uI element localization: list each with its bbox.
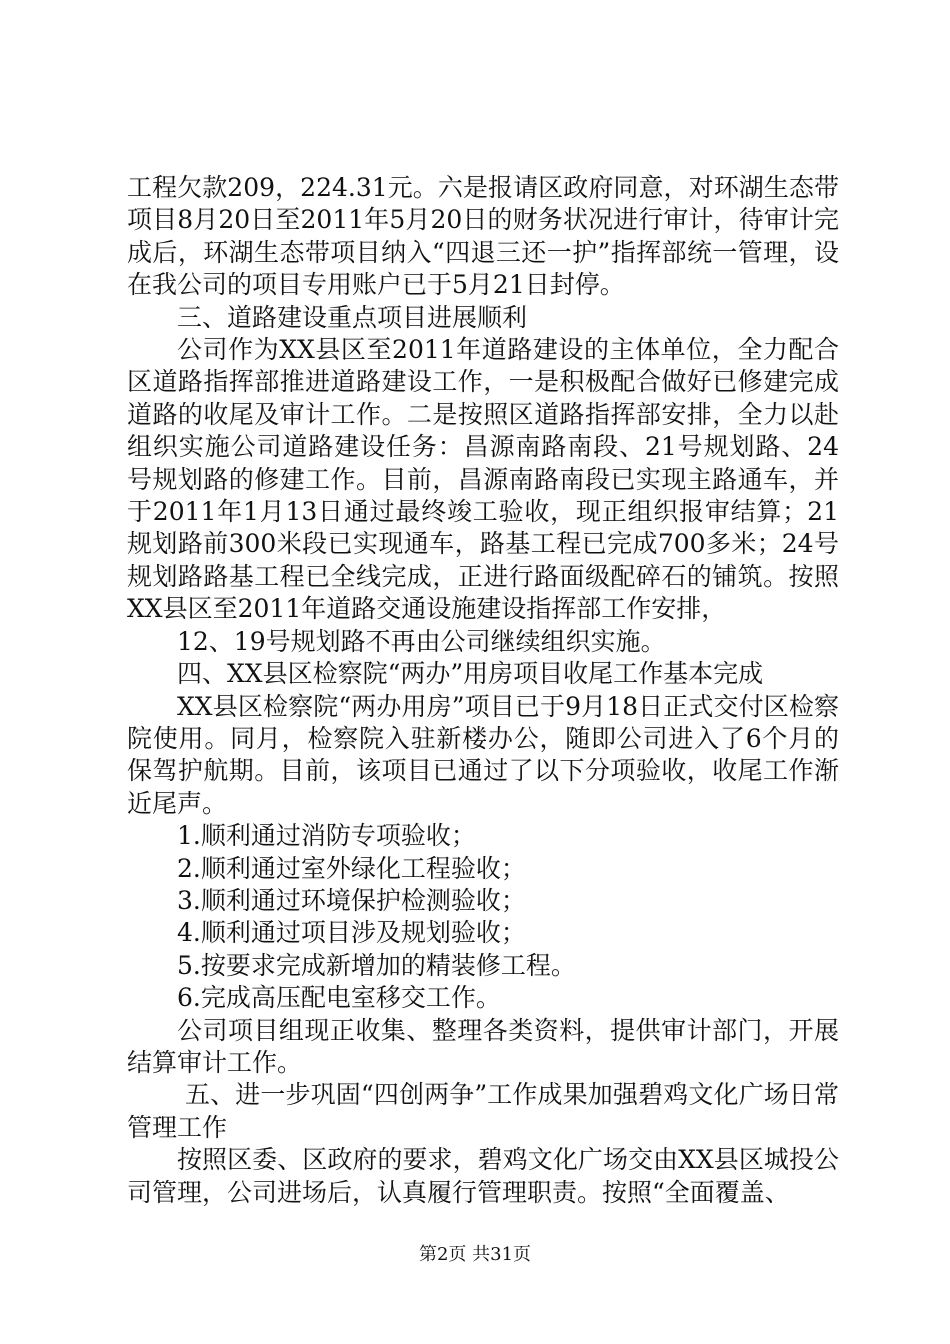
paragraph-6: XX县区检察院“两办用房”项目已于9月18日正式交付区检察院使用。同月，检察院入驻新楼办公，随即公司进入了6个月的保驾护航期。目前，该项目已通过了以下分项验收，收尾工作渐近尾声。: [127, 691, 839, 818]
section-heading-4: 四、XX县区检察院“两办”用房项目收尾工作基本完成: [177, 659, 764, 689]
paragraph-3: 公司作为XX县区至2011年道路建设的主体单位，全力配合区道路指挥部推进道路建设工作，一是积极配合做好已修建完成道路的收尾及审计工作。二是按照区道路指挥部安排，全力以赴组织实施公司道路建设任务：昌源南路南段、21号规划路、24号规划路的修建工作。目前，昌源南路南段已实现主路通车，并于2011年1月13日通过最终竣工验收，现正组织报审结算；21规划路前300米段已实现通车，路基工程已完成700多米；24号规划路路基工程已全线完成，正进行路面级配碎石的铺筑。按照XX县区至2011年道路交通设施建设指挥部工作安排，: [127, 335, 839, 624]
paragraph-15: 按照区委、区政府的要求，碧鸡文化广场交由XX县区城投公司管理，公司进场后，认真履行管理职责。按照“全面覆盖、: [127, 1145, 839, 1207]
paragraph-4: 12、19号规划路不再由公司继续组织实施。: [177, 626, 666, 656]
list-item-3: 3.顺利通过环境保护检测验收；: [177, 885, 526, 915]
list-item-2: 2.顺利通过室外绿化工程验收；: [177, 853, 526, 883]
paragraph-1: 工程欠款209，224.31元。六是报请区政府同意，对环湖生态带项目8月20日至2011年5月20日的财务状况进行审计，待审计完成后，环湖生态带项目纳入“四退三还一护”指挥部统一管理，设在我公司的项目专用账户已于5月21日封停。: [127, 173, 839, 300]
document-body: [127, 172, 839, 1209]
section-heading-3: 三、道路建设重点项目进展顺利: [177, 302, 528, 332]
section-heading-5: 五、进一步巩固“四创两争”工作成果加强碧鸡文化广场日常管理工作: [127, 1080, 839, 1142]
list-item-4: 4.顺利通过项目涉及规划验收；: [177, 918, 526, 948]
list-item-6: 6.完成高压配电室移交工作。: [177, 983, 501, 1013]
paragraph-13: 公司项目组现正收集、整理各类资料，提供审计部门，开展结算审计工作。: [127, 1015, 839, 1077]
list-item-1: 1.顺利通过消防专项验收；: [177, 821, 476, 851]
page-footer: 第2页 共31页: [418, 1244, 532, 1265]
list-item-5: 5.按要求完成新增加的精装修工程。: [177, 950, 576, 980]
